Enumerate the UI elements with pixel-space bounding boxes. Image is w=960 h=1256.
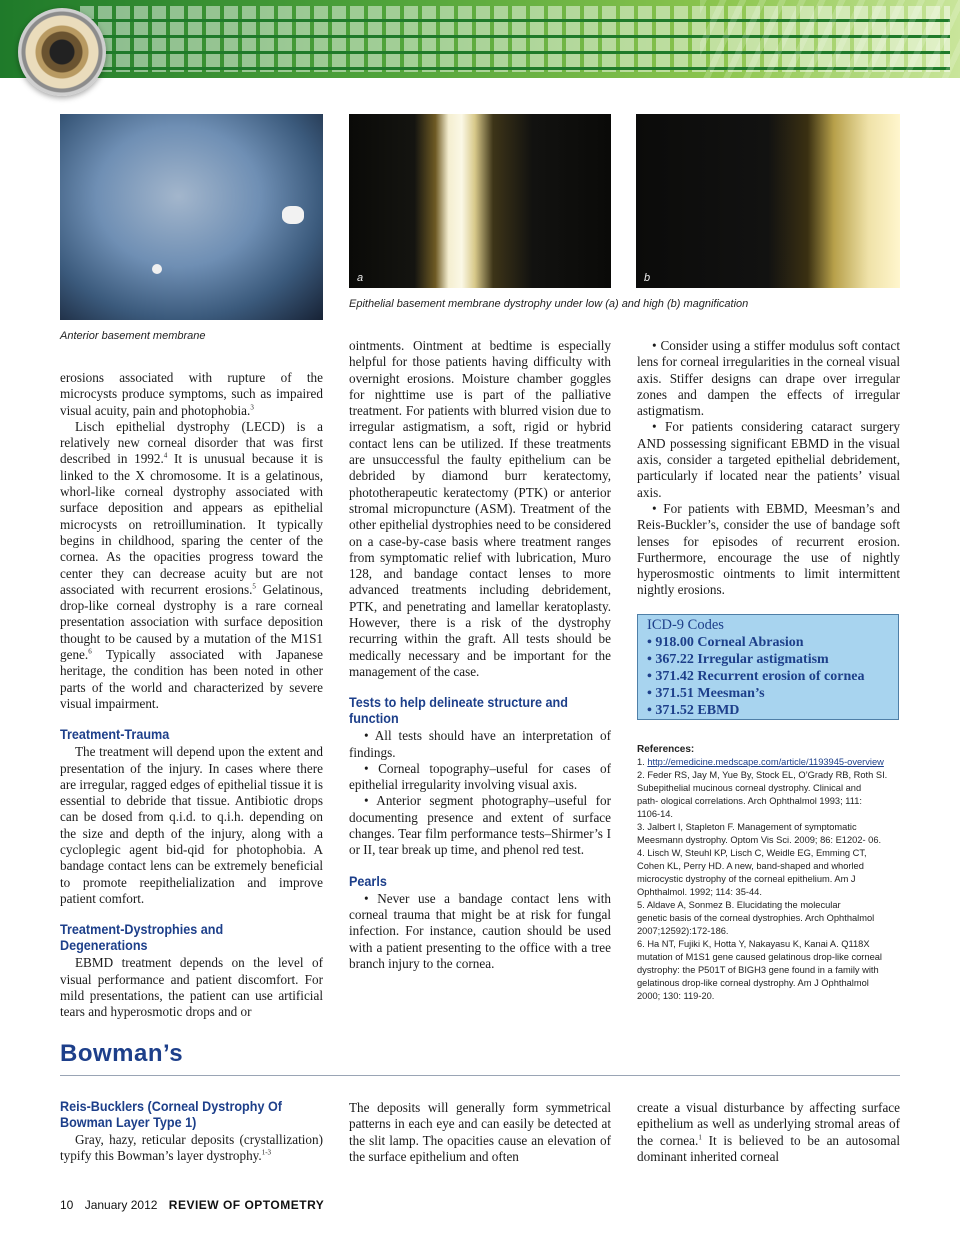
reference-line: 1106-14. (637, 809, 674, 819)
heading-tests: Tests to help delineate structure and function (349, 694, 568, 727)
photo-label-a: a (357, 272, 364, 284)
photo-label-b: b (644, 272, 651, 284)
reference-line: dystrophy: the P501T of BIGH3 gene found in a family with (637, 965, 879, 975)
bullet-item: • Never use a bandage contact lens with corneal trauma that might be at risk for fungal infection. For instance, caution should be used with a patient presenting to the office with a tree branch injury to the cornea. (349, 890, 611, 971)
bullet-item: • Consider using a stiffer modulus soft contact lens for corneal irregularities in the corneal visual axis. Stiffer designs can drape over irregular zones and dampen the effects of irregular astigmatism. (637, 338, 900, 419)
reference-line: microcystic dystrophy of the corneal epithelium. Am J (637, 874, 856, 884)
reference-line: 2000; 130: 119-20. (637, 991, 715, 1001)
photo-highlight (152, 264, 162, 274)
header-stripe-pattern (700, 0, 960, 78)
heading-treatment-dystrophies: Treatment-Dystrophies and Degenerations (60, 921, 224, 954)
paragraph: create a visual disturbance by affecting surface epithelium as well as underlying stromal areas of the cornea.$^1$ It is believed to be an autosomal dominant inherited corneal (637, 1100, 900, 1164)
reference-line: 6. Ha NT, Fujiki K, Hotta Y, Nakayasu K, Kanai A. Q118X (637, 939, 870, 949)
paragraph: Gray, hazy, reticular deposits (crystallization) typify this Bowman’s layer dystrophy.$^{1-3}$ (60, 1132, 323, 1164)
paragraph: Lisch epithelial dystrophy (LECD) is a relatively new corneal disorder that was first described in 1992.$^4$ It is unusual because it is linked to the X chromosome. It is a gelatinous, whorl-like corneal dystrophy associated with surface deposition and appears as epithelial microcysts on retroillumination. It typically begins in childhood, sparing the center of the cornea. As the opacities progress toward the center they can decrease acuity but are not associated with recurrent erosions.$^5$ Gelatinous, drop-like corneal dystrophy is a rare corneal presentation association with surface deposition thought to be caused by a mutation of the M1S1 gene.$^6$ Typically associated with Japanese heritage, the condition has been noted in other parts of the world and characterized by severe visual impairment. (60, 418, 324, 711)
ebmd-low-magnification-photo (349, 114, 611, 288)
reference-line: 2007;12592):172-186. (637, 926, 729, 936)
paragraph: erosions associated with rupture of the microcysts produce symptoms, such as impaired visual acuity, pain and photophobia.$^3$ (60, 370, 323, 418)
paragraph: ointments. Ointment at bedtime is especially helpful for those patients having difficulty with overnight erosions. Moisture chamber goggles for nighttime use is part of the palliative treatment. For patients with blurred vision due to irregular astigmatism, a soft, rigid or hybrid contact lens can be utilized. If these treatments are unsuccessful the faulty epithelium can be debrided by diamond burr keratectomy, phototherapeutic keratectomy (PTK) or anterior stromal micropuncture (ASM). Treatment of the other epithelial dystrophies need to be considered on a case-by-case basis where treatment ranges from symptomatic relief with lubrication, Muro 128, and bandage contact lenses to more advanced treatments including debridement, PTK, and penetrating and lamellar keratoplasty. However, there is a risk of the dystrophy recurring within the graft. All tests should be medically necessary and be important for the management of the case. (349, 338, 611, 679)
icd-code-item: • 367.22 Irregular astigmatism (647, 652, 829, 667)
heading-reis-bucklers: Reis-Bucklers (Corneal Dystrophy Of Bowman Layer Type 1) (60, 1098, 282, 1130)
page-footer (60, 1198, 324, 1212)
icd-code-item: • 371.51 Meesman’s (647, 686, 765, 701)
reference-line: 3. Jalbert I, Stapleton F. Management of symptomatic (637, 822, 857, 832)
references (637, 743, 902, 1003)
bowman-column-1 (60, 1094, 323, 1165)
reference-line: path- ological correlations. Arch Ophthalmol 1993; 111: (637, 796, 862, 806)
anterior-photo-caption: Anterior basement membrane (60, 330, 206, 342)
ebmd-high-magnification-photo (636, 114, 900, 288)
publication-name: REVIEW OF OPTOMETRY (168, 1198, 325, 1212)
reference-line: 2. Feder RS, Jay M, Yue By, Stock EL, O’Grady RB, Roth SI. (637, 770, 888, 780)
reference-line: Subepithelial mucinous corneal dystrophy. Clinical and (637, 783, 862, 793)
reference-line: gelatinous drop-like corneal dystrophy. Am J Ophthalmol (637, 978, 869, 988)
page-number: 10 (60, 1198, 74, 1212)
column-3 (637, 338, 900, 599)
bowman-column-2 (349, 1100, 611, 1165)
bullet-item: • All tests should have an interpretation of findings. (349, 728, 611, 760)
bowman-column-3 (637, 1100, 900, 1165)
paragraph: The treatment will depend upon the extent and presentation of the injury. In cases where there are irregular, ragged edges of epithelial tissue it is essential to debride that tissue. Antibiotic drops can be dosed from q.i.d. to q.i.h. depending on the size and depth of the injury, along with a cycloplegic agent bid-qid for photophobia. A bandage contact lens can be extremely beneficial to promote reepithelialization and improve patient comfort. (60, 744, 323, 906)
reference-line: Cohen KL, Perry HD. A new, band-shaped and whorled (637, 861, 864, 871)
bullet-item: • Anterior segment photography–useful for documenting presence and extent of surface changes. Tear film performance tests–Shirmer’s I or II, tear break up time, and phenol red test. (349, 793, 611, 858)
reference-line: Meesmann dystrophy. Optom Vis Sci. 2009; 86: E1202- 06. (637, 835, 882, 845)
references-title: References: (637, 744, 695, 755)
reference-link[interactable]: http://emedicine.medscape.com/article/1193945-overview (647, 757, 884, 767)
icd-box-title: ICD-9 Codes (647, 617, 724, 633)
anterior-membrane-photo (60, 114, 323, 320)
heading-pearls: Pearls (349, 872, 387, 889)
bullet-item: • For patients with EBMD, Meesman’s and Reis-Buckler’s, consider the use of bandage soft lenses for episodes of recurrent erosion. Furthermore, encourage the use of nightly hyperosmostic ointments to limit intermittent nightly erosions. (637, 500, 900, 598)
issue-date: January 2012 (84, 1198, 158, 1212)
reference-line: genetic basis of the corneal dystrophies. Arch Ophthalmol (637, 913, 875, 923)
header-banner (0, 0, 960, 78)
reference-line: mutation of M1S1 gene caused gelatinous drop-like corneal (637, 952, 882, 962)
icd-code-item: • 371.52 EBMD (647, 703, 740, 718)
ebmd-photo-caption: Epithelial basement membrane dystrophy under low (a) and high (b) magnification (349, 298, 749, 310)
section-title-bowmans: Bowman’s (60, 1040, 184, 1067)
icd-code-item: • 371.42 Recurrent erosion of cornea (647, 669, 865, 684)
reference-line: 5. Aldave A, Sonmez B. Elucidating the molecular (637, 900, 841, 910)
bullet-item: • Corneal topography–useful for cases of epithelial irregularity involving visual axis. (349, 760, 611, 793)
photo-highlight (282, 206, 304, 224)
paragraph: The deposits will generally form symmetrical patterns in each eye and can easily be detected at the slit lamp. The opacities cause an elevation of the surface epithelium and often (349, 1100, 611, 1164)
paragraph: EBMD treatment depends on the level of visual performance and patient discomfort. For mild presentations, the patient can use artificial tears and hyperosmotic drops and or (60, 955, 323, 1020)
bullet-item: • For patients considering cataract surgery AND possessing significant EBMD in the visual axis, consider a targeted epithelial debridement, particularly if located near the patients’ visual axis. (637, 419, 900, 500)
icd-code-item: • 918.00 Corneal Abrasion (647, 635, 804, 650)
column-1 (60, 370, 323, 1020)
section-divider (60, 1075, 900, 1076)
eye-logo-icon (18, 8, 106, 96)
reference-item: 1. http://emedicine.medscape.com/article/1193945-overview (637, 757, 884, 767)
icd-9-codes-box (637, 614, 899, 720)
heading-treatment-trauma: Treatment-Trauma (60, 726, 170, 743)
column-2 (349, 338, 611, 972)
reference-line: Ophthalmol. 1992; 114: 35-44. (637, 887, 762, 897)
reference-line: 4. Lisch W, Steuhl KP, Lisch C, Weidle EG, Emming CT, (637, 848, 867, 858)
